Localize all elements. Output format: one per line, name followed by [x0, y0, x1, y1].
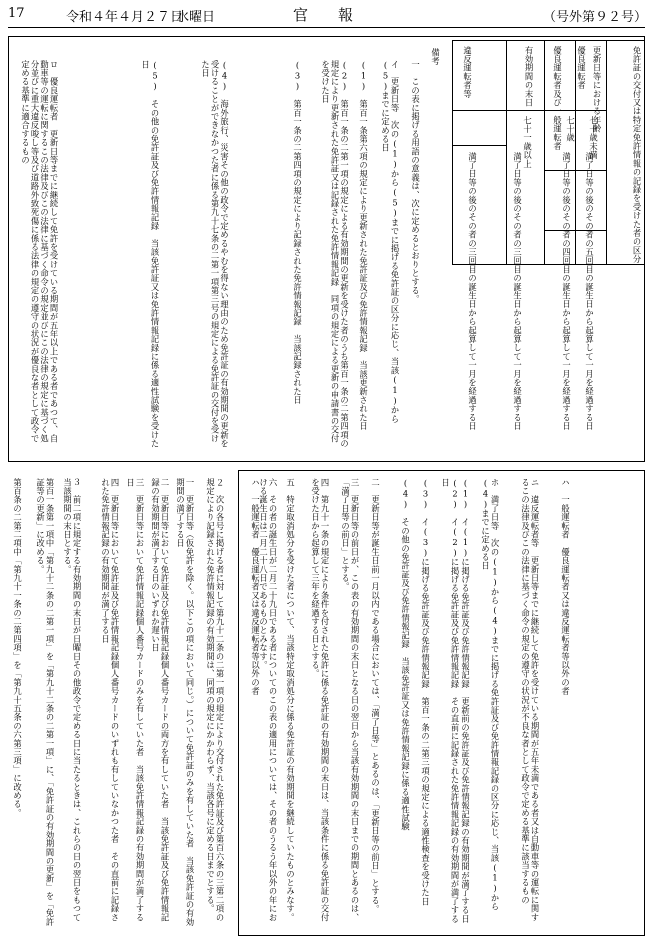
- col-header-category: 免許証の交付又は特定免許情報の記録を受けた者の区分: [632, 46, 642, 264]
- license-validity-table: [452, 40, 645, 431]
- note-1-i-5: (5) その他の免許証及び免許情報記録 当該免許証又は免許情報記録に係る適性試験を受けた日: [140, 60, 160, 448]
- note-ho-2: (2) イ(2)に掲げる免許証及び免許情報記録 その直前に記録された免許情報記録の有効期間が満了する日: [440, 478, 460, 924]
- weekday: 水曜日: [176, 10, 216, 25]
- amendment-100-2: 第百条の二第二項中「第九十一条の二第四項」を「第九十五条の六第三項」に改める。: [12, 478, 23, 818]
- note-5: 五 特定取消処分を受けた者について、当該特定取消処分に係る免許証の有効期間を継続していたものとみなす。: [285, 478, 296, 922]
- note-1-ro: ロ 優良運転者 更新日等までに継続して免許を受けている期間が五年以上である者であつて、自動車等の運転に関するこの法律及びこの法律に基づく命令の規定並びにこの法律の規定に基づく処分並びに重大違反唆し等及び道路外致死傷に係る法律の規定の遵守の状況が優良な者として政令で定める基準に適合するもの: [20, 60, 59, 443]
- note-ho: ホ 満了日等 次の(1)から(4)までに掲げる免許証及び免許情報記録の区分に応じ、当該(1)から(4)までに定める日: [480, 478, 500, 911]
- section-2-item-3: 三 更新日等において免許情報記録個人番号カードのみを有していた者 当該免許情報記録の有効期間が満了する日: [125, 478, 145, 922]
- note-ha-ni-ho: ハ 一般運転者 優良運転者又は違反運転者等以外の者: [250, 478, 261, 696]
- col-header-expiry: 有効期間の末日: [524, 46, 534, 107]
- age-71-plus: 七十一歳以上: [522, 116, 533, 169]
- note-2: 二 更新日等が誕生日前一月以内である場合においては、「満了日等」とあるのは、「更新日等の前日」とする。: [370, 478, 381, 914]
- section-2-item-1: 一 更新日等（仮免許を除く。以下この項において同じ。）について免許証のみを有していた者 当該免許証の有効期間の満了する日: [175, 478, 195, 927]
- note-1: 一 この表に掲げる用語の意義は、次に定めるとおりとする。: [410, 60, 421, 304]
- issue-number: （号外第９２号）: [543, 10, 648, 25]
- note-1-i-1: (1) 第百一条第六項の規定により更新された免許証及び免許情報記録 当該更新された日: [358, 60, 369, 431]
- age-70: 七十歳: [565, 116, 576, 143]
- note-1-i: イ 更新日等 次の(1)から(5)までに掲げる免許証の区分に応じ、当該(1)から(5)までに定める日: [380, 60, 400, 424]
- note-ho-3: (3) イ(3)に掲げる免許証及び免許情報記録 第百一条の二第三項の規定による適性検査を受けた日: [420, 478, 431, 906]
- note-ni: ニ 違反運転者等 更新日等までに継続して免許を受けている期間が五年未満である者又は自動車等の運転に関するこの法律及びこの法律に基づく命令の規定の遵守の状況が不良な者として政令で定める基準に該当するもの: [520, 478, 540, 922]
- row-category-violator: 違反運転者等: [462, 46, 473, 99]
- amendment-101: 第百一条第一項中「第九十二条の二第一項」を「第九十二条の二第一項」に、「免許証の有効期間の更新」を「免許証等の更新」に改める。: [35, 478, 55, 927]
- gazette-title: 官 報: [293, 6, 354, 24]
- note-1-i-4: (4) 海外旅行、災害その他の政令で定めるやむを得ない理由のため免許証の有効期間の更新を受けることができなかつた者に係る第九十七条の二第一項第三号の規定による免許証の交付を受けた日: [200, 60, 230, 448]
- section-2-item-4: 四 更新日等において免許証及び免許情報記録個人番号カードのいずれも有していなかつた者 その直前に記録された免許情報記録の有効期間が満了する日: [100, 478, 120, 922]
- col-header-age: 更新日等における年齢: [592, 46, 602, 133]
- page-number: 17: [8, 6, 25, 21]
- note-ho-1: (1) イ(1)に掲げる免許証及び免許情報記録 更新前の免許証及び免許情報記録の有効期間が満了する日: [460, 478, 471, 924]
- expiry-5th-birthday: 満了日等の後のその者の五回目の誕生日から起算して一月を経過する日: [584, 152, 595, 431]
- expiry-3rd-birthday-violator: 満了日等の後のその者の三回目の誕生日から起算して一月を経過する日: [467, 152, 478, 431]
- note-biko: 備考: [430, 48, 441, 66]
- note-4: 四 第九十一条の規定により条件を付された免許に係る免許証の有効期間の末日は、当該条件に係る免許証の交付を受けた日から起算して三年を経過する日とする。: [310, 478, 330, 922]
- issue-date: 令和４年４月２７日: [66, 10, 184, 25]
- section-2-intro: ２ 次の各号に掲げる者に対して第九十二条の二第一項の規定により交付された免許証及び第百六条の三第二項の規定により記録された免許情報記録の有効期間は、同項の規定にかかわらず、当該各号に定める日までとする。: [205, 478, 225, 922]
- note-ha: ハ 一般運転者 優良運転者又は違反運転者等以外の者: [560, 478, 571, 696]
- expiry-4th-birthday: 満了日等の後のその者の四回目の誕生日から起算して一月を経過する日: [561, 152, 572, 431]
- note-1-i-3: (3) 第百一条の二第四項の規定により記録された免許情報記録 当該記録された日: [292, 60, 303, 405]
- row-category-general: 優良運転者及び一般運転者: [552, 46, 563, 151]
- header-rule: [8, 27, 645, 28]
- note-1-i-2: (2) 第百一条の二第一項の規定による有効期間の更新を受けた者のうち第百一条の二第四項の規定により更新された免許証又は記録された免許情報記録 同項の規定による更新の申請書の交付を受けた日: [320, 60, 350, 448]
- note-3: 三 更新日等の前日が、この表の有効期間の末日となる日の翌日から当該有効期間の末日までの期間とあるのは、「満了日等の前日」とする。: [340, 478, 360, 922]
- note-ho-4: (4) その他の免許証及び免許情報記録 当該免許証又は免許情報記録に係る適性試験: [400, 478, 411, 832]
- section-3: ３ 前二項に規定する有効期間の末日が日曜日その他政令で定める日に当たるときは、これらの日の翌日をもつて当該期間の末日とする。: [62, 478, 82, 922]
- age-under-70: 七十歳未満: [588, 116, 599, 160]
- section-2-item-2: 二 更新日等において免許証及び免許情報記録個人番号カードの両方を有していた者 当該免許証及び免許情報記録の有効期間が満了する日のいずれか遅い日: [150, 478, 170, 922]
- page-header: [8, 4, 648, 25]
- note-6: 六 その者の誕生日が二月二十九日である者についてのこの表の適用については、その者のうるう年以外の年における誕生日は二月二十八日であるものとみなす。: [258, 478, 278, 922]
- row-category-excellent: 優良運転者: [576, 46, 587, 90]
- expiry-3rd-birthday: 満了日等の後のその者の三回目の誕生日から起算して一月を経過する日: [512, 152, 523, 431]
